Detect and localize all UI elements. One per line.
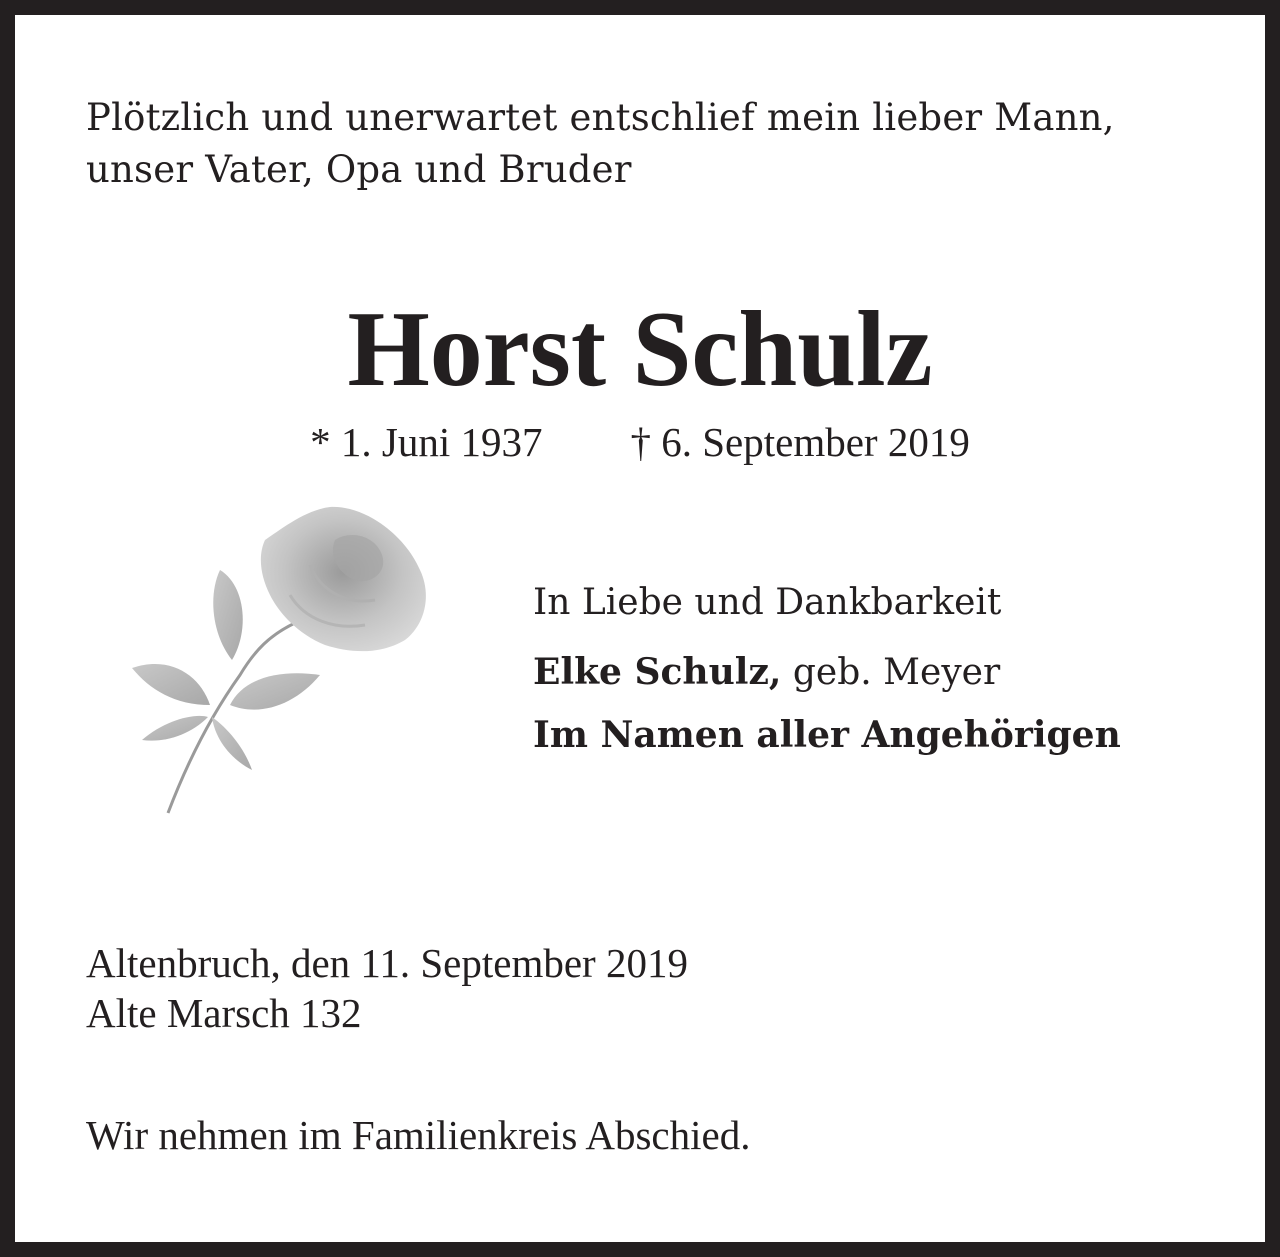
farewell-note: Wir nehmen im Familienkreis Abschied. [86,1112,751,1158]
rose-icon [120,495,450,825]
address: Alte Marsch 132 [86,990,362,1036]
signature-family: Im Namen aller Angehörigen [533,714,1121,756]
birth-date: * 1. Juni 1937 [310,419,543,465]
place-and-address [86,938,688,1038]
life-dates [0,418,1280,466]
signature-intro: In Liebe und Dankbarkeit [533,582,1002,623]
intro-text [86,92,1115,196]
mourner-name: Elke Schulz, [533,651,782,693]
place-date: Altenbruch, den 11. September 2019 [86,940,688,986]
intro-line-1: Plötzlich und unerwartet entschlief mein lieber Mann, [86,96,1115,139]
mourner-maiden-name: geb. Meyer [781,652,1001,693]
death-date: † 6. September 2019 [630,419,970,465]
deceased-name: Horst Schulz [347,290,933,409]
signature-mourner [533,650,1000,695]
intro-line-2: unser Vater, Opa und Bruder [86,148,632,191]
